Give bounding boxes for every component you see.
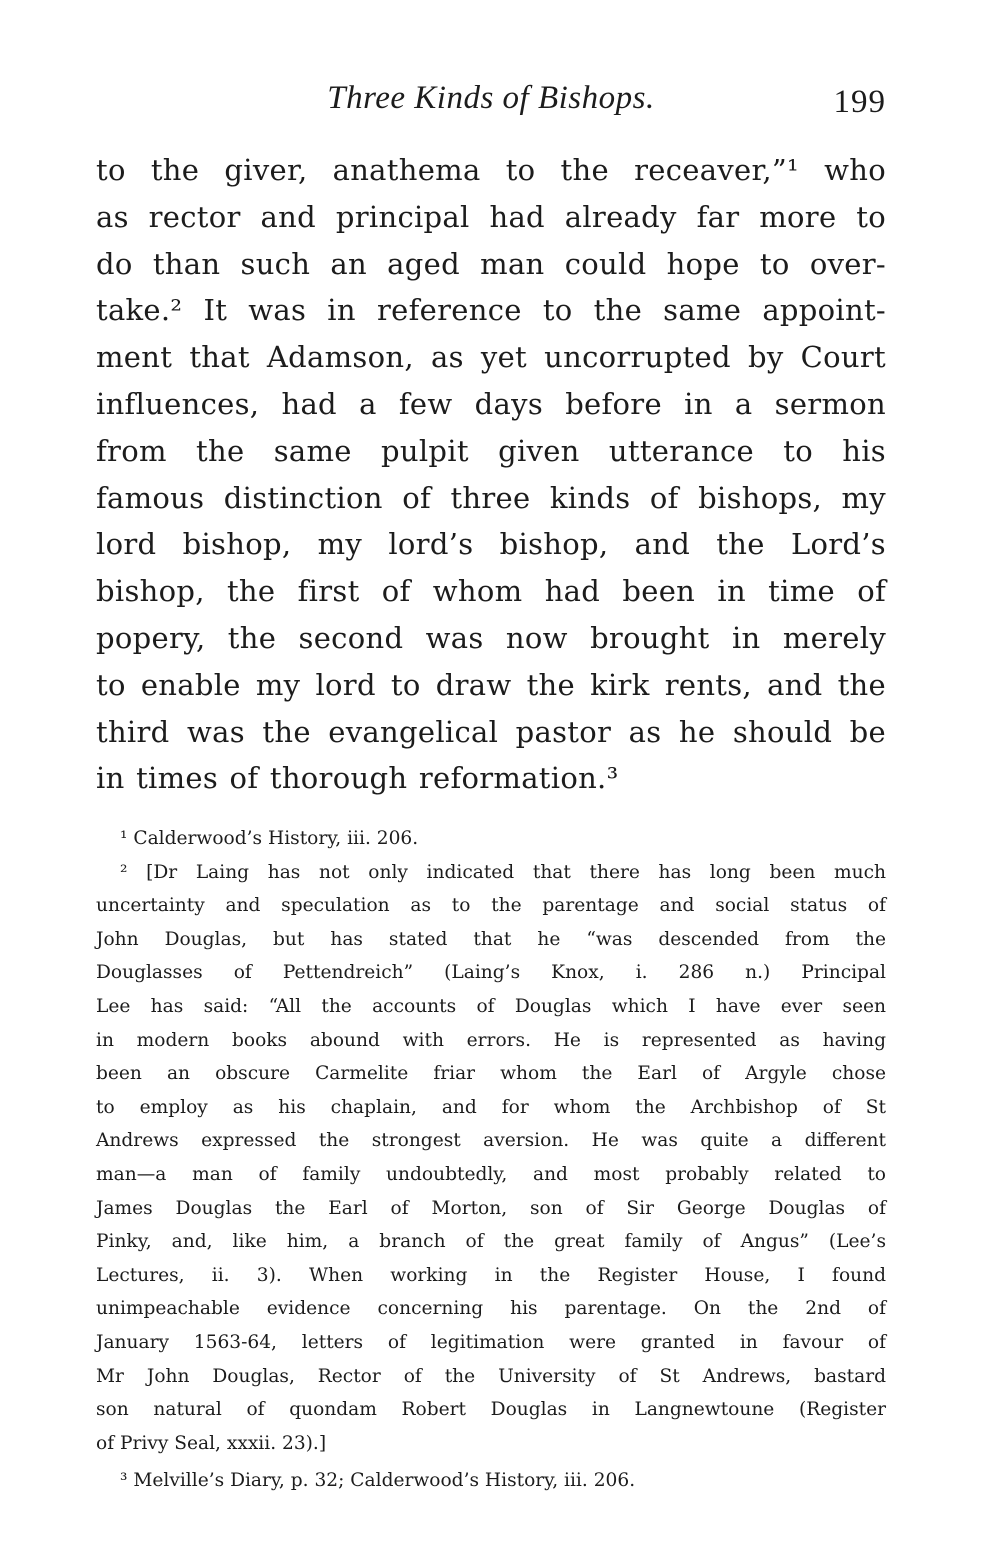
- body-paragraph: [96, 147, 886, 802]
- footnote-2-line: ² [Dr Laing has not only indicated that there has long been much: [120, 861, 886, 883]
- footnote-2-line: in modern books abound with errors. He is represented as having: [96, 1029, 886, 1051]
- footnote-2-line: Pinky, and, like him, a branch of the great family of Angus” (Lee’s: [96, 1231, 886, 1253]
- body-line: lord bishop, my lord’s bishop, and the Lord’s: [96, 527, 886, 562]
- footnote-2-line: Mr John Douglas, Rector of the University of St Andrews, bastard: [96, 1365, 886, 1387]
- footnote-2-line: unimpeachable evidence concerning his parentage. On the 2nd of: [96, 1298, 886, 1320]
- footnote-2-line: Lee has said: “All the accounts of Douglas which I have ever seen: [96, 995, 886, 1017]
- footnote-1: ¹ Calderwood’s History, iii. 206.: [120, 828, 419, 849]
- body-line: take.² It was in reference to the same appoint-: [96, 293, 886, 328]
- running-head: [96, 78, 886, 128]
- footnote-2-line: January 1563-64, letters of legitimation were granted in favour of: [96, 1331, 886, 1353]
- footnote-2-line: Lectures, ii. 3). When working in the Register House, I found: [96, 1264, 886, 1286]
- running-title: Three Kinds of Bishops.: [327, 80, 655, 116]
- body-line: to the giver, anathema to the receaver,”¹ who: [96, 153, 886, 187]
- footnote-2-line: Douglasses of Pettendreich” (Laing’s Knox, i. 286 n.) Principal: [96, 962, 886, 984]
- footnote-2-line: Andrews expressed the strongest aversion. He was quite a different: [96, 1130, 886, 1152]
- footnotes: [96, 822, 886, 1498]
- page-number: 199: [833, 84, 886, 120]
- body-line: from the same pulpit given utterance to his: [96, 433, 886, 468]
- body-line: popery, the second was now brought in merely: [96, 620, 886, 655]
- body-line: do than such an aged man could hope to over-: [96, 246, 886, 281]
- body-line: as rector and principal had already far more to: [96, 199, 886, 234]
- body-line: influences, had a few days before in a sermon: [96, 386, 886, 421]
- footnote-2-line: man—a man of family undoubtedly, and most probably related to: [96, 1163, 886, 1185]
- body-line: third was the evangelical pastor as he should be: [96, 714, 886, 749]
- footnote-2-line: son natural of quondam Robert Douglas in Langnewtoune (Register: [96, 1399, 886, 1421]
- body-line: to enable my lord to draw the kirk rents, and the: [96, 667, 886, 702]
- body-line: in times of thorough reformation.³: [96, 761, 619, 796]
- footnote-2-line: uncertainty and speculation as to the parentage and social status of: [96, 895, 886, 917]
- body-line: ment that Adamson, as yet uncorrupted by Court: [96, 340, 886, 375]
- footnote-2-line: been an obscure Carmelite friar whom the Earl of Argyle chose: [96, 1063, 886, 1085]
- footnote-2-line: to employ as his chaplain, and for whom the Archbishop of St: [96, 1096, 886, 1118]
- footnote-2-line: James Douglas the Earl of Morton, son of Sir George Douglas of: [96, 1197, 886, 1219]
- footnote-2-line: John Douglas, but has stated that he “was descended from the: [96, 928, 886, 950]
- body-line: bishop, the first of whom had been in time of: [96, 574, 886, 609]
- body-line: famous distinction of three kinds of bishops, my: [96, 480, 886, 515]
- footnote-2-line: of Privy Seal, xxxii. 23).]: [96, 1432, 327, 1454]
- footnote-3: ³ Melville’s Diary, p. 32; Calderwood’s History, iii. 206.: [120, 1470, 636, 1492]
